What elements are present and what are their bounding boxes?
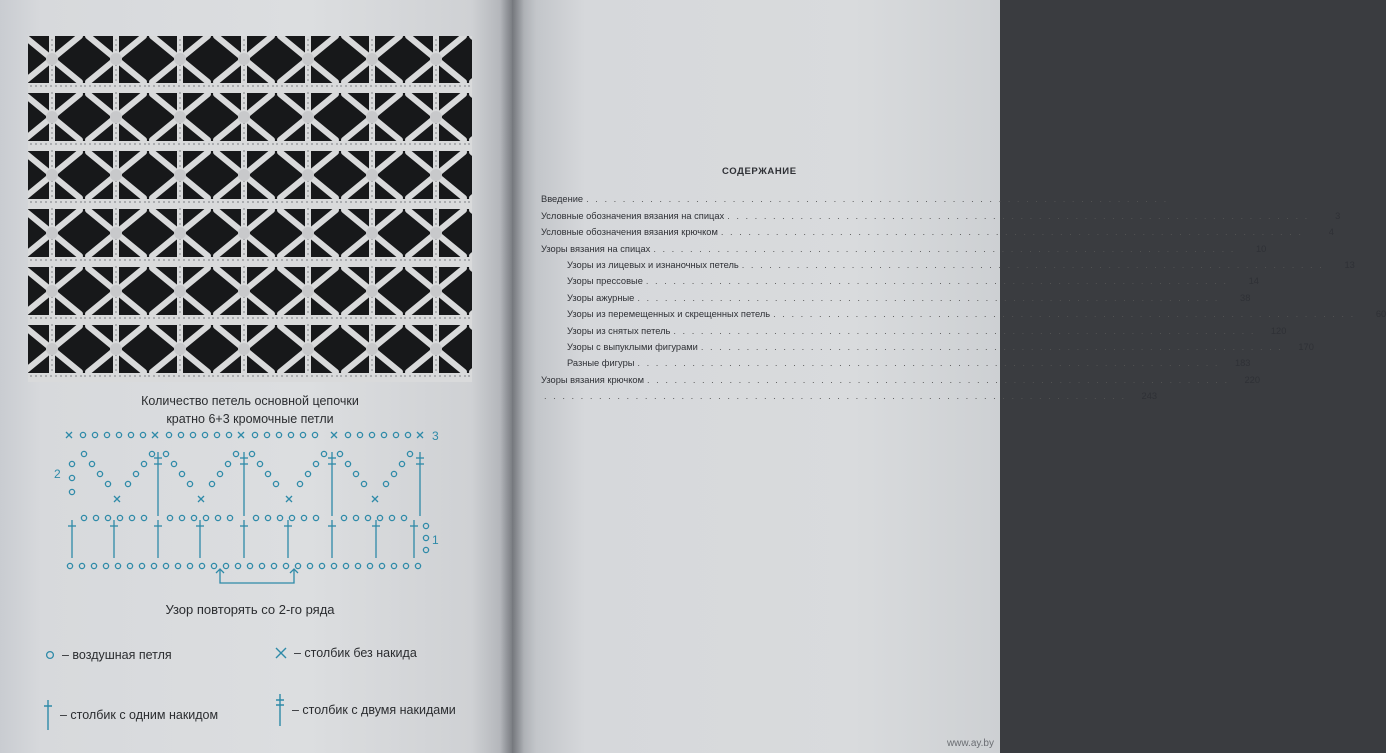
toc-entry-page: 183 (1234, 358, 1251, 369)
toc-entry (541, 204, 1341, 221)
toc-title: СОДЕРЖАНИЕ (722, 166, 797, 177)
legend-single-label: – столбик без накида (294, 646, 417, 660)
toc-entry-label: Узоры ажурные (567, 292, 635, 303)
row-number-2: 2 (54, 467, 61, 481)
toc-entry-page: 220 (1244, 374, 1261, 385)
toc-entry-label: Узоры из перемещенных и скрещенных петель (567, 309, 771, 320)
crochet-chart-diagram (48, 426, 468, 596)
toc-entry-label: Узоры вязания на спицах (541, 243, 651, 254)
toc-entry-page: 13 (1344, 259, 1355, 270)
treble-crochet-icon (274, 692, 286, 728)
toc-leader-dots: . . . . . . . . . . . . . . . . . . . . . . . . . . . . . . . . . . . . . . . . . . . . . . . . . . . . . . . . . . . . . . . . (645, 276, 1228, 287)
repeat-note: Узор повторять со 2-го ряда (165, 602, 335, 617)
lace-pattern-image (28, 36, 472, 382)
toc-leader-dots: . . . . . . . . . . . . . . . . . . . . . . . . . . . . . . . . . . . . . . . . . . . . . . . . . . . . . . . . . . . . . . . . (741, 259, 1324, 270)
stitch-count-caption: Количество петель основной цепочки (141, 394, 359, 408)
toc-leader-dots: . . . . . . . . . . . . . . . . . . . . . . . . . . . . . . . . . . . . . . . . . . . . . . . . . . . . . . . . . . . . . . . . (544, 391, 1127, 402)
toc-entry (541, 352, 1251, 369)
toc-entry (541, 336, 1314, 352)
legend-single (274, 646, 417, 660)
single-crochet-icon (274, 646, 288, 660)
toc-entry-page: 120 (1270, 325, 1287, 336)
toc-entry (541, 270, 1259, 287)
toc-leader-dots: . . . . . . . . . . . . . . . . . . . . . . . . . . . . . . . . . . . . . . . . . . . . . . . . . . . . . . . . . . . . . . . . (646, 374, 1230, 385)
toc-entry-page: 4 (1328, 227, 1334, 238)
toc-entry (541, 368, 1261, 385)
toc-leader-dots: . . . . . . . . . . . . . . . . . . . . . . . . . . . . . . . . . . . . . . . . . . . . . . . . . . . . . . . . . . . . . . . . (586, 194, 1169, 205)
toc-leader-dots: . . . . . . . . . . . . . . . . . . . . . . . . . . . . . . . . . . . . . . . . . . . . . . . . . . . . . . . . . . . . . . . . (720, 227, 1303, 238)
row-3-stitches (66, 432, 423, 438)
toc-entry-page: 38 (1240, 292, 1251, 303)
toc-entry-label: Узоры из снятых петель (567, 325, 671, 336)
toc-entry-page: 243 (1141, 391, 1158, 402)
legend-chain-label: – воздушная петля (62, 648, 172, 662)
toc-entry (541, 319, 1287, 336)
toc-leader-dots: . . . . . . . . . . . . . . . . . . . . . . . . . . . . . . . . . . . . . . . . . . . . . . . . . . . . . . . . . . . . . . . . (637, 358, 1220, 369)
toc-entry-label: Узоры прессовые (567, 276, 643, 287)
toc-entry (541, 385, 1158, 402)
watermark: www.ay.by (946, 738, 994, 749)
toc-entry (541, 303, 1386, 320)
row-2-arches (69, 451, 424, 516)
toc-entry-label: Условные обозначения вязания на спицах (541, 210, 725, 221)
toc-entry (541, 237, 1267, 254)
toc-entry-page: 10 (1256, 243, 1267, 254)
toc-entry-page: 14 (1248, 276, 1259, 287)
legend-double-label: – столбик с одним накидом (60, 708, 219, 722)
toc-leader-dots: . . . . . . . . . . . . . . . . . . . . . . . . . . . . . . . . . . . . . . . . . . . . . . . . . . . . . . . . . . . . . . . . (727, 210, 1310, 221)
toc-leader-dots: . . . . . . . . . . . . . . . . . . . . . . . . . . . . . . . . . . . . . . . . . . . . . . . . . . . . . . . . . . . . . . . . (673, 325, 1256, 336)
toc-entry-label: Узоры из лицевых и изнаночных петель (567, 259, 739, 270)
toc-entry-page: 170 (1298, 341, 1314, 352)
row-number-1: 1 (432, 533, 439, 547)
toc-entry-label: Разные фигуры (567, 358, 635, 369)
toc-entry (541, 221, 1334, 238)
repeat-bracket (220, 570, 294, 583)
toc-leader-dots: . . . . . . . . . . . . . . . . . . . . . . . . . . . . . . . . . . . . . . . . . . . . . . . . . . . . . . . . . . . . . . . . (773, 309, 1356, 320)
toc-leader-dots: . . . . . . . . . . . . . . . . . . . . . . . . . . . . . . . . . . . . . . . . . . . . . . . . . . . . . . . . . . . . . . . . (637, 292, 1220, 303)
knitted-lace-photo (28, 36, 472, 382)
legend-chain (44, 648, 172, 662)
book-spine-shadow (500, 0, 524, 753)
toc-entry-label: Условные обозначения вязания крючком (541, 227, 718, 238)
left-page (0, 0, 512, 753)
chain-stitch-icon (44, 649, 56, 661)
foundation-chain (67, 563, 420, 568)
row-1-stitches (68, 515, 429, 558)
toc-entry-page: 3 (1335, 210, 1341, 221)
toc-leader-dots: . . . . . . . . . . . . . . . . . . . . . . . . . . . . . . . . . . . . . . . . . . . . . . . . . . . . . . . . . . . . . . . . (653, 243, 1236, 254)
toc-entry-label: Введение (541, 194, 584, 205)
double-crochet-icon (42, 698, 54, 732)
toc-entry-page: 60 (1375, 309, 1386, 320)
toc-entry-label: Узоры вязания крючком (541, 374, 644, 385)
table-of-contents (541, 188, 1386, 402)
toc-entry (541, 188, 1169, 205)
row-number-3: 3 (432, 429, 439, 443)
legend-treble-label: – столбик с двумя накидами (292, 703, 456, 717)
toc-entry (541, 254, 1355, 270)
stitch-multiple-caption: кратно 6+3 кромочные петли (166, 412, 334, 426)
legend-double (42, 698, 218, 732)
toc-entry (541, 286, 1251, 303)
toc-leader-dots: . . . . . . . . . . . . . . . . . . . . . . . . . . . . . . . . . . . . . . . . . . . . . . . . . . . . . . . . . . . . . . . . (700, 341, 1283, 352)
toc-entry-label: Узоры с выпуклыми фигурами (567, 341, 698, 352)
legend-treble (274, 692, 456, 728)
